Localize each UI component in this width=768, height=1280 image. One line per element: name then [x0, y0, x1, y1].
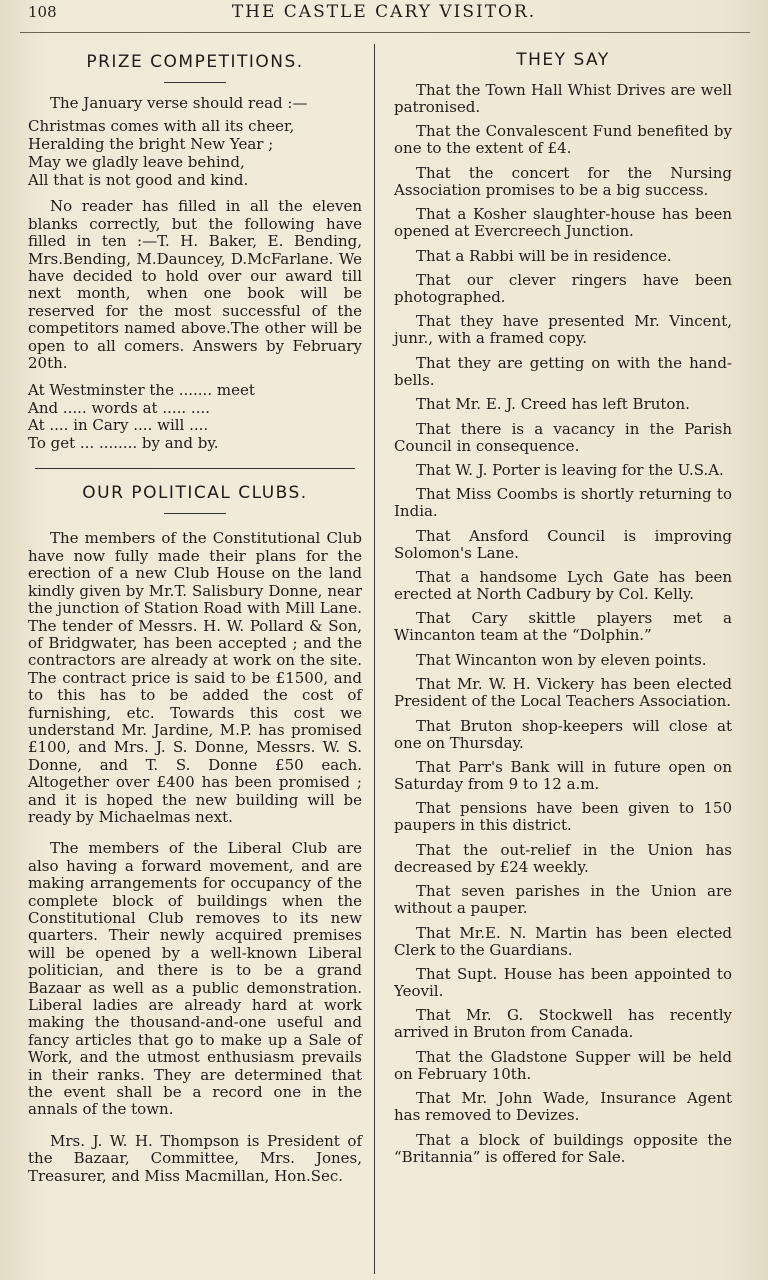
they-say-item: That Mr. G. Stockwell has recently arrived in Bruton from Canada.	[394, 1006, 732, 1042]
they-say-item: That Mr.E. N. Martin has been elected Clerk to the Guardians.	[394, 923, 732, 959]
header-rule	[20, 32, 750, 33]
political-clubs-title: OUR POLITICAL CLUBS.	[82, 483, 308, 504]
they-say-item: That Mr. John Wade, Insurance Agent has removed to Devizes.	[394, 1089, 732, 1125]
prize-competitions-title: PRIZE COMPETITIONS.	[86, 52, 304, 72]
verse-line: Heralding the bright New Year ;	[28, 135, 274, 154]
puzzle-line: To get ... ........ by and by.	[28, 433, 219, 452]
they-say-item: That Cary skittle players met a Wincanton team at the “Dolphin.”	[394, 609, 732, 645]
they-say-item: That the concert for the Nursing Association promises to be a big success.	[394, 163, 732, 199]
they-say-item: That a block of buildings opposite the “Britannia” is offered for Sale.	[394, 1130, 732, 1166]
they-say-item: That they have presented Mr. Vincent, junr., with a framed copy.	[394, 312, 732, 348]
right-column	[394, 40, 732, 1173]
bazaar-officers-paragraph: Mrs. J. W. H. Thompson is President of the Bazaar, Committee, Mrs. Jones, Treasurer, and Miss Macmillan, Hon.Sec.	[28, 1131, 362, 1185]
they-say-item: That the out-relief in the Union has decreased by £24 weekly.	[394, 840, 732, 876]
puzzle-line: At .... in Cary .... will ....	[28, 416, 209, 435]
running-title: THE CASTLE CARY VISITOR.	[231, 2, 537, 22]
they-say-item: That pensions have been given to 150 paupers in this district.	[394, 799, 732, 835]
prize-result-paragraph: No reader has filled in all the eleven blanks correctly, but the following have filled in ten :—T. H. Baker, E. Bending, Mrs.Bending, M.Dauncey, D.McFarlane. We have decided to hold over our award till next month, when one book will be reserved for the most successful of the competitors named above.The other will be open to all comers. Answers by February 20th.	[28, 197, 362, 373]
puzzle-line: At Westminster the ....... meet	[28, 381, 255, 400]
section-divider	[35, 468, 355, 469]
page-number: 108	[28, 3, 57, 21]
political-clubs-section	[28, 483, 362, 1185]
they-say-item: That a handsome Lych Gate has been erected at North Cadbury by Col. Kelly.	[394, 568, 732, 604]
they-say-item: That the Town Hall Whist Drives are well patronised.	[394, 81, 732, 116]
verse-line: All that is not good and kind.	[28, 171, 249, 190]
they-say-list	[394, 82, 732, 1166]
they-say-item: That Mr. E. J. Creed has left Bruton.	[416, 395, 690, 414]
section-rule	[164, 513, 226, 514]
puzzle-block	[28, 382, 362, 452]
column-divider	[374, 44, 375, 1274]
puzzle-line: And ..... words at ..... ....	[28, 398, 210, 417]
prize-intro: The January verse should read :—	[50, 94, 308, 112]
page-header	[0, 0, 768, 30]
they-say-item: That Wincanton won by eleven points.	[416, 650, 707, 669]
they-say-item: That Ansford Council is improving Solomon's Lane.	[394, 526, 732, 562]
liberal-club-paragraph: The members of the Liberal Club are also having a forward movement, and are making arrangements for occupancy of the complete block of buildings when the Constitutional Club removes to its new quarters. Their newly acquired premises will be opened by a well-known Liberal politician, and there is to be a grand Bazaar as well as a public demonstration. Liberal ladies are already hard at work making the thousand-and-one useful and fancy articles that go to make up a Sale of Work, and the utmost enthusiasm prevails in their ranks. They are determined that the event shall be a record one in the annals of the town.	[28, 839, 362, 1119]
left-column	[28, 40, 362, 1185]
they-say-item: That the Convalescent Fund benefited by one to the extent of £4.	[394, 122, 732, 158]
they-say-item: That there is a vacancy in the Parish Council in consequence.	[394, 419, 732, 455]
they-say-title: THEY SAY	[516, 50, 610, 70]
they-say-item: That W. J. Porter is leaving for the U.S.A.	[416, 460, 724, 479]
they-say-item: That Parr's Bank will in future open on Saturday from 9 to 12 a.m.	[394, 758, 732, 794]
they-say-item: That Bruton shop-keepers will close at one on Thursday.	[394, 716, 732, 752]
they-say-item: That a Rabbi will be in residence.	[416, 246, 672, 265]
section-rule	[164, 82, 226, 83]
verse-line: Christmas comes with all its cheer,	[28, 117, 295, 136]
they-say-item: That a Kosher slaughter-house has been opened at Evercreech Junction.	[394, 205, 732, 241]
verse-line: May we gladly leave behind,	[28, 153, 245, 172]
they-say-item: That our clever ringers have been photographed.	[394, 270, 732, 306]
verse-block	[28, 117, 362, 189]
constitutional-club-paragraph: The members of the Constitutional Club have now fully made their plans for the erection of a new Club House on the land kindly given by Mr.T. Salisbury Donne, near the junction of Station Road with Mill Lane. The tender of Messrs. H. W. Pollard & Son, of Bridgwater, has been accepted ; and the contractors are already at work on the site. The contract price is said to be £1500, and to this has to be added the cost of furnishing, etc. Towards this cost we understand Mr. Jardine, M.P. has promised £100, and Mrs. J. S. Donne, Messrs. W. S. Donne, and T. S. Donne £50 each. Altogether over £400 has been promised ; and it is hoped the new building will be ready by Michaelmas next.	[28, 529, 362, 826]
they-say-item: That seven parishes in the Union are without a pauper.	[394, 882, 732, 918]
they-say-item: That Miss Coombs is shortly returning to India.	[394, 485, 732, 521]
prize-competitions-section	[28, 52, 362, 452]
they-say-item: That the Gladstone Supper will be held on February 10th.	[394, 1047, 732, 1083]
they-say-item: That they are getting on with the hand-bells.	[394, 353, 732, 389]
they-say-item: That Supt. House has been appointed to Yeovil.	[394, 964, 732, 1000]
they-say-item: That Mr. W. H. Vickery has been elected President of the Local Teachers Association.	[394, 675, 732, 711]
